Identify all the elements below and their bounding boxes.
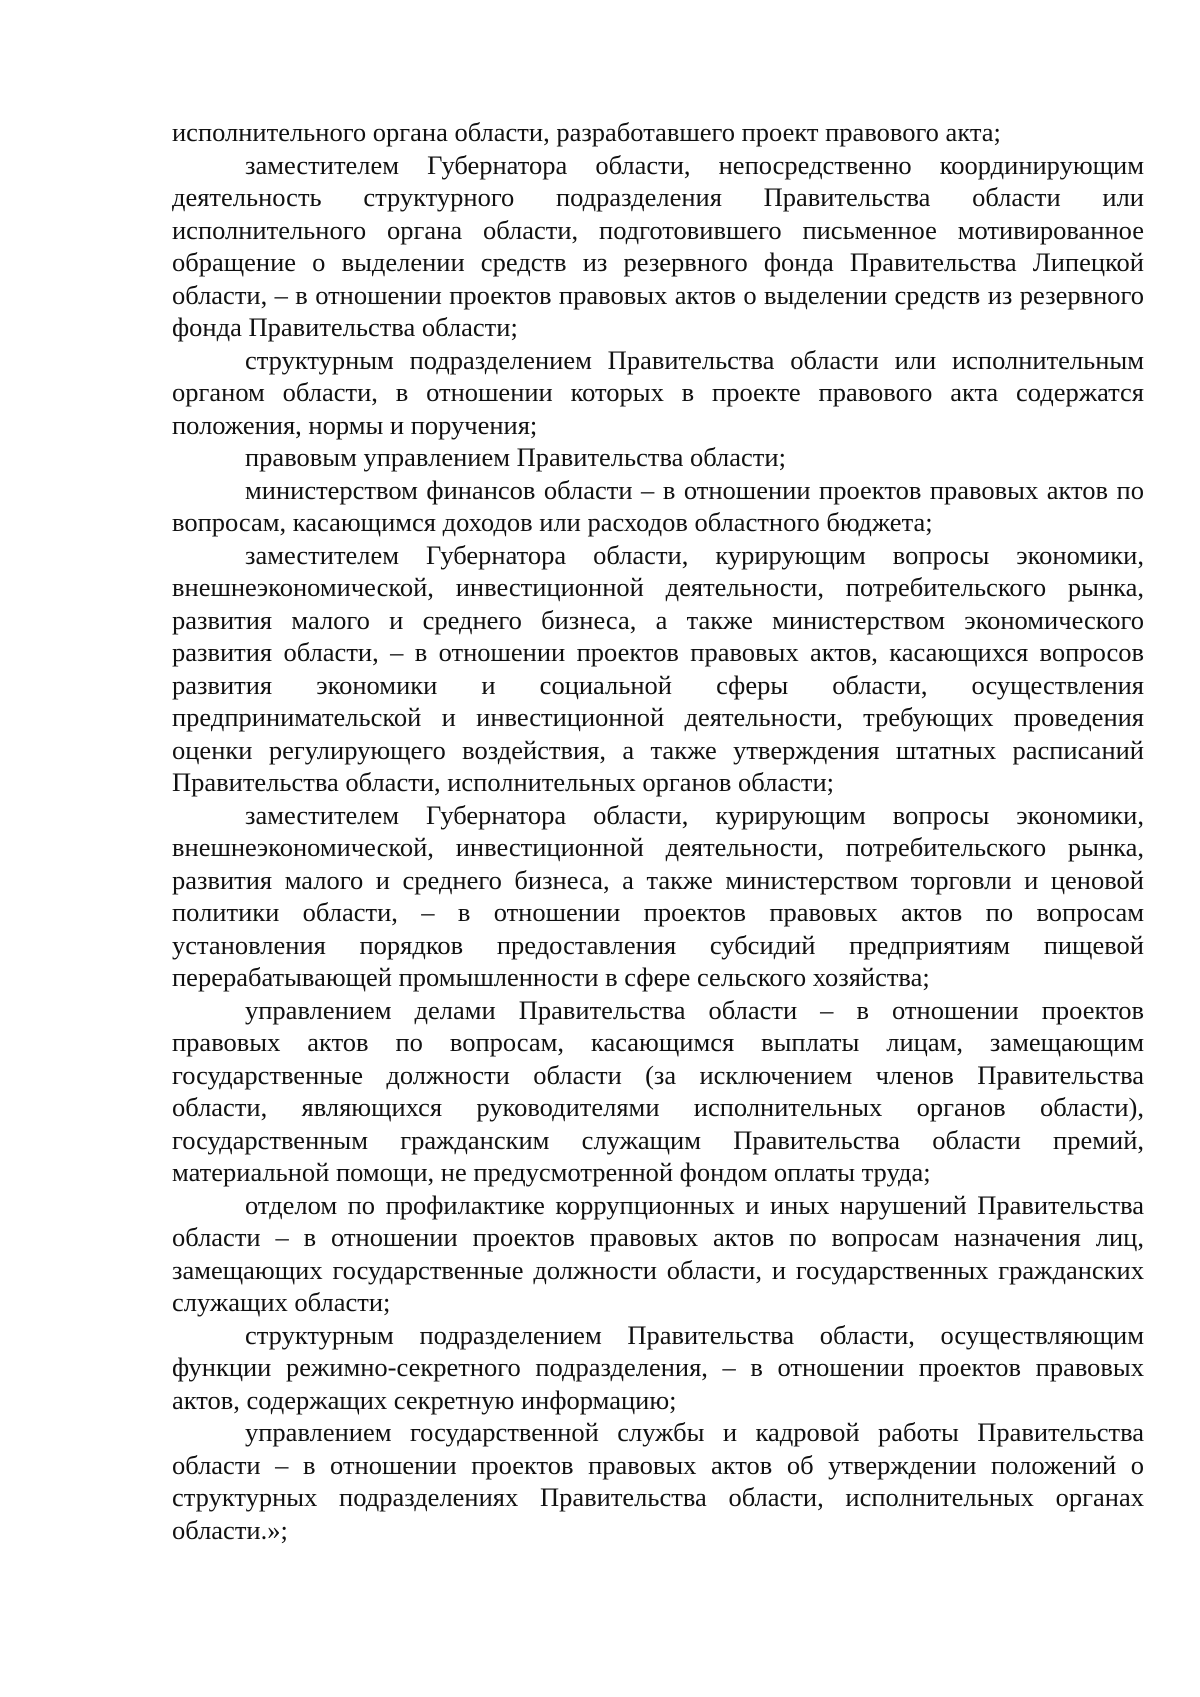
paragraph-secret-unit: структурным подразделением Правительства области, осуществляющим функции режимно-секретного подразделения, – в отношении проектов правовых актов, содержащих секретную информацию; [172,1319,1144,1415]
paragraph-civil-service: управлением государственной службы и кадровой работы Правительства области – в отношении проектов правовых актов об утверждении положений о структурных подразделениях Правительства области, исполнительных органах области.»; [172,1417,1144,1545]
paragraph-economic-development: заместителем Губернатора области, курирующим вопросы экономики, внешнеэкономической, инвестиционной деятельности, потребительского рынка, развития малого и среднего бизнеса, а также министерством экономического развития области, – в отношении проектов правовых актов, касающихся вопросов развития экономики и социальной сферы области, осуществления предпринимательской и инвестиционной деятельности, требующих проведения оценки регулирующего воздействия, а также утверждения штатных расписаний Правительства области, исполнительных органов области; [172,539,1144,797]
document-page [172,116,1144,1546]
paragraph-administration-affairs: управлением делами Правительства области – в отношении проектов правовых актов по вопросам, касающимся выплаты лицам, замещающим государственные должности области (за исключением членов Правительства области, являющихся руководителями исполнительных органов области), государственным гражданским служащим Правительства области премий, материальной помощи, не предусмотренной фондом оплаты труда; [172,994,1144,1187]
paragraph-trade-ministry: заместителем Губернатора области, курирующим вопросы экономики, внешнеэкономической, инвестиционной деятельности, потребительского рынка, развития малого и среднего бизнеса, а также министерством торговли и ценовой политики области, – в отношении проектов правовых актов по вопросам установления порядков предоставления субсидий предприятиям пищевой перерабатывающей промышленности в сфере сельского хозяйства; [172,799,1144,992]
paragraph-structural-unit: структурным подразделением Правительства области или исполнительным органом области, в отношении которых в проекте правового акта содержатся положения, нормы и поручения; [172,344,1144,440]
paragraph-legal-department: правовым управлением Правительства области; [245,442,786,472]
paragraph-deputy-governor-reserve-fund: заместителем Губернатора области, непосредственно координирующим деятельность структурного подразделения Правительства области или исполнительного органа области, подготовившего письменное мотивированное обращение о выделении средств из резервного фонда Правительства Липецкой области, – в отношении проектов правовых актов о выделении средств из резервного фонда Правительства области; [172,149,1144,342]
paragraph-anti-corruption: отделом по профилактике коррупционных и иных нарушений Правительства области – в отношении проектов правовых актов по вопросам назначения лиц, замещающих государственные должности области, и государственных гражданских служащих области; [172,1189,1144,1317]
paragraph-finance-ministry: министерством финансов области – в отношении проектов правовых актов по вопросам, касающимся доходов или расходов областного бюджета; [172,474,1144,537]
paragraph-continuation: исполнительного органа области, разработавшего проект правового акта; [172,117,1001,147]
